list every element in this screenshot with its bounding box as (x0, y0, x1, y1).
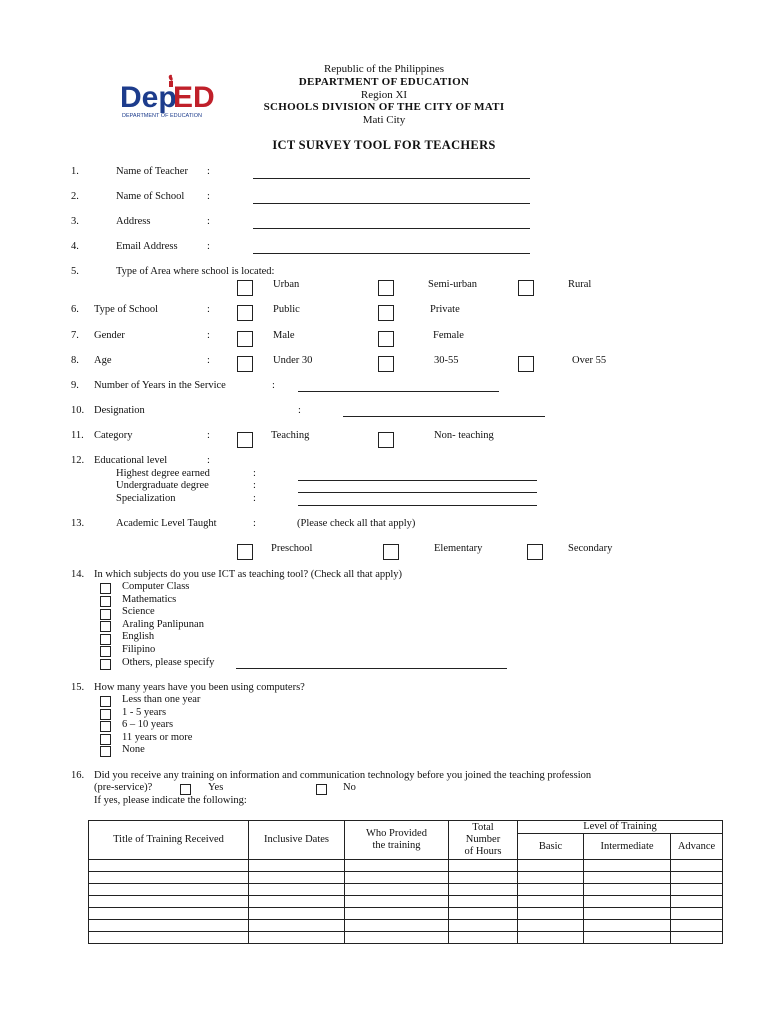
table-row[interactable] (89, 860, 723, 872)
teaching-label: Teaching (271, 430, 310, 441)
level-of-training-header: Level of Training (518, 821, 723, 834)
q5-label: Type of Area where school is located: (116, 266, 275, 277)
svg-text:Dep: Dep (120, 81, 177, 114)
science-checkbox[interactable] (100, 609, 111, 620)
q10-colon: : (298, 405, 301, 416)
svg-text:ED: ED (173, 81, 215, 114)
less-than-one-year-checkbox[interactable] (100, 696, 111, 707)
secondary-checkbox[interactable] (527, 544, 543, 560)
mathematics-label: Mathematics (122, 594, 177, 605)
male-checkbox[interactable] (237, 331, 253, 347)
q10-label: Designation (94, 405, 145, 416)
over-55-checkbox[interactable] (518, 356, 534, 372)
eleven-plus-years-checkbox[interactable] (100, 734, 111, 745)
english-checkbox[interactable] (100, 634, 111, 645)
q3-label: Address (116, 216, 151, 227)
none-label: None (122, 744, 145, 755)
computer-class-checkbox[interactable] (100, 583, 111, 594)
semi-urban-label: Semi-urban (428, 279, 477, 290)
q3-number: 3. (71, 216, 79, 227)
school-name-line[interactable] (253, 203, 530, 204)
q9-colon: : (272, 380, 275, 391)
table-row[interactable] (89, 872, 723, 884)
female-checkbox[interactable] (378, 331, 394, 347)
training-yes-checkbox[interactable] (180, 784, 191, 795)
q15-number: 15. (71, 682, 85, 693)
header-republic: Republic of the Philippines (323, 63, 445, 75)
preschool-checkbox[interactable] (237, 544, 253, 560)
col-provider-header (345, 821, 449, 860)
q9-label: Number of Years in the Service (94, 380, 226, 391)
q7-label: Gender (94, 330, 125, 341)
q15-label: How many years have you been using computers? (94, 682, 305, 693)
table-row[interactable] (89, 932, 723, 944)
table-row[interactable] (89, 920, 723, 932)
q2-number: 2. (71, 191, 79, 202)
specialization-line[interactable] (298, 505, 537, 506)
q12-colon: : (207, 455, 210, 466)
female-label: Female (433, 330, 464, 341)
secondary-label: Secondary (568, 543, 613, 554)
specialization-label: Specialization (116, 493, 176, 504)
email-line[interactable] (253, 253, 530, 254)
six-to-ten-years-checkbox[interactable] (100, 721, 111, 732)
urban-checkbox[interactable] (237, 280, 253, 296)
under-30-label: Under 30 (273, 355, 313, 366)
q2-label: Name of School (116, 191, 185, 202)
col-provider-line2: the training (372, 840, 421, 851)
none-checkbox[interactable] (100, 746, 111, 757)
q4-number: 4. (71, 241, 79, 252)
age-30-55-checkbox[interactable] (378, 356, 394, 372)
male-label: Male (273, 330, 295, 341)
rural-label: Rural (568, 279, 592, 290)
q16-number: 16. (71, 770, 85, 781)
highest-degree-colon: : (253, 468, 256, 479)
undergraduate-label: Undergraduate degree (116, 480, 209, 491)
q8-colon: : (207, 355, 210, 366)
highest-degree-label: Highest degree earned (116, 468, 210, 479)
training-no-checkbox[interactable] (316, 784, 327, 795)
q7-colon: : (207, 330, 210, 341)
q16-label: Did you receive any training on information and communication technology before you joined the teaching profession (94, 770, 592, 781)
table-row[interactable] (89, 908, 723, 920)
non-teaching-label: Non- teaching (434, 430, 494, 441)
others-specify-line[interactable] (236, 668, 507, 669)
teaching-checkbox[interactable] (237, 432, 253, 448)
q12-number: 12. (71, 455, 85, 466)
logo-subtext: DEPARTMENT OF EDUCATION (122, 113, 202, 119)
filipino-checkbox[interactable] (100, 646, 111, 657)
elementary-label: Elementary (434, 543, 483, 554)
araling-panlipunan-checkbox[interactable] (100, 621, 111, 632)
col-title-header: Title of Training Received (89, 821, 249, 860)
address-line[interactable] (253, 228, 530, 229)
private-checkbox[interactable] (378, 305, 394, 321)
q11-label: Category (94, 430, 133, 441)
urban-label: Urban (273, 279, 300, 290)
q1-colon: : (207, 166, 210, 177)
q7-number: 7. (71, 330, 79, 341)
q8-number: 8. (71, 355, 79, 366)
training-yes-label: Yes (208, 782, 224, 793)
q13-label: Academic Level Taught (116, 518, 217, 529)
table-row[interactable] (89, 896, 723, 908)
advance-header: Advance (671, 834, 723, 860)
basic-header: Basic (518, 834, 584, 860)
computer-class-label: Computer Class (122, 581, 190, 592)
teacher-name-line[interactable] (253, 178, 530, 179)
col-hours-line3: of Hours (464, 846, 502, 857)
q2-colon: : (207, 191, 210, 202)
q1-label: Name of Teacher (116, 166, 188, 177)
undergraduate-line[interactable] (298, 492, 537, 493)
q11-number: 11. (71, 430, 84, 441)
highest-degree-line[interactable] (298, 480, 537, 481)
q9-number: 9. (71, 380, 79, 391)
q5-number: 5. (71, 266, 79, 277)
q16-followup: If yes, please indicate the following: (94, 795, 247, 806)
col-hours-header (449, 821, 518, 860)
col-dates-header: Inclusive Dates (249, 821, 345, 860)
others-label: Others, please specify (122, 657, 215, 668)
header-department: DEPARTMENT OF EDUCATION (298, 76, 470, 88)
col-hours-line1: Total (472, 822, 494, 833)
public-label: Public (273, 304, 300, 315)
header-city: Mati City (362, 114, 406, 126)
science-label: Science (122, 606, 155, 617)
eleven-plus-years-label: 11 years or more (122, 732, 193, 743)
q1-number: 1. (71, 166, 79, 177)
araling-panlipunan-label: Araling Panlipunan (122, 619, 204, 630)
six-to-ten-years-label: 6 – 10 years (122, 719, 174, 730)
training-table (88, 820, 723, 944)
q6-number: 6. (71, 304, 79, 315)
english-label: English (122, 631, 155, 642)
q16-label-pre-service: (pre-service)? (94, 782, 153, 793)
over-55-label: Over 55 (572, 355, 607, 366)
semi-urban-checkbox[interactable] (378, 280, 394, 296)
rural-checkbox[interactable] (518, 280, 534, 296)
q14-label: In which subjects do you use ICT as teaching tool? (Check all that apply) (94, 569, 403, 580)
non-teaching-checkbox[interactable] (378, 432, 394, 448)
under-30-checkbox[interactable] (237, 356, 253, 372)
years-service-line[interactable] (298, 391, 499, 392)
header-division: SCHOOLS DIVISION OF THE CITY OF MATI (263, 101, 505, 113)
table-row[interactable] (89, 884, 723, 896)
q11-colon: : (207, 430, 210, 441)
q8-label: Age (94, 355, 112, 366)
col-provider-line1: Who Provided (366, 828, 427, 839)
less-than-one-year-label: Less than one year (122, 694, 201, 705)
q10-number: 10. (71, 405, 85, 416)
training-no-label: No (343, 782, 356, 793)
q13-colon: : (253, 518, 256, 529)
one-to-five-years-label: 1 - 5 years (122, 707, 167, 718)
private-label: Private (430, 304, 460, 315)
public-checkbox[interactable] (237, 305, 253, 321)
elementary-checkbox[interactable] (383, 544, 399, 560)
q6-label: Type of School (94, 304, 159, 315)
specialization-colon: : (253, 493, 256, 504)
mathematics-checkbox[interactable] (100, 596, 111, 607)
designation-line[interactable] (343, 416, 545, 417)
q12-label: Educational level (94, 455, 168, 466)
others-checkbox[interactable] (100, 659, 111, 670)
header-region: Region XI (360, 89, 408, 101)
col-hours-line2: Number (465, 834, 501, 845)
one-to-five-years-checkbox[interactable] (100, 709, 111, 720)
q6-colon: : (207, 304, 210, 315)
q3-colon: : (207, 216, 210, 227)
q4-colon: : (207, 241, 210, 252)
q14-number: 14. (71, 569, 85, 580)
intermediate-header: Intermediate (584, 834, 671, 860)
q4-label: Email Address (116, 241, 178, 252)
survey-title: ICT SURVEY TOOL FOR TEACHERS (272, 138, 496, 152)
undergraduate-colon: : (253, 480, 256, 491)
filipino-label: Filipino (122, 644, 156, 655)
q13-number: 13. (71, 518, 85, 529)
age-30-55-label: 30-55 (434, 355, 459, 366)
q13-note: (Please check all that apply) (297, 518, 416, 529)
preschool-label: Preschool (271, 543, 313, 554)
